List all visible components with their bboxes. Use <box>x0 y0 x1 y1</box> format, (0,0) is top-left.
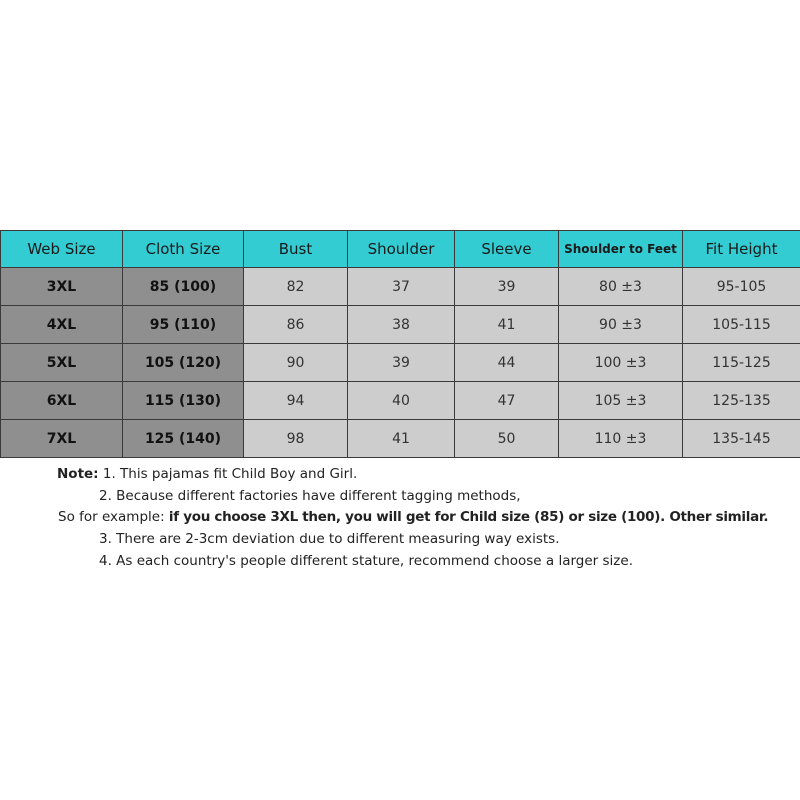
table-row <box>1 344 800 382</box>
sleeve-cell: 39 <box>455 268 559 306</box>
shoulder-cell: 38 <box>348 306 455 344</box>
bust-cell: 90 <box>244 344 348 382</box>
web-size-cell: 6XL <box>1 382 123 420</box>
header-bust: Bust <box>244 231 348 268</box>
bust-cell: 98 <box>244 420 348 458</box>
sleeve-cell: 44 <box>455 344 559 382</box>
note-line-2: 2. Because different factories have different tagging methods, <box>99 488 521 504</box>
web-size-cell: 4XL <box>1 306 123 344</box>
cloth-size-cell: 115 (130) <box>123 382 244 420</box>
table-header-row <box>1 231 800 268</box>
fit-height-cell: 115-125 <box>683 344 800 382</box>
header-web-size: Web Size <box>1 231 123 268</box>
fit-height-cell: 125-135 <box>683 382 800 420</box>
note-line-1 <box>57 463 357 485</box>
shoulder-cell: 37 <box>348 268 455 306</box>
header-sleeve: Sleeve <box>455 231 559 268</box>
table-row <box>1 268 800 306</box>
fit-height-cell: 95-105 <box>683 268 800 306</box>
note-line-example <box>58 506 768 528</box>
web-size-cell: 7XL <box>1 420 123 458</box>
cloth-size-cell: 125 (140) <box>123 420 244 458</box>
table-row <box>1 382 800 420</box>
fit-height-cell: 135-145 <box>683 420 800 458</box>
note-label: Note: <box>57 466 99 482</box>
shoulder-to-feet-cell: 110 ±3 <box>559 420 683 458</box>
table-row <box>1 306 800 344</box>
header-shoulder-to-feet: Shoulder to Feet <box>559 231 683 268</box>
shoulder-to-feet-cell: 80 ±3 <box>559 268 683 306</box>
bust-cell: 82 <box>244 268 348 306</box>
note-text-1: 1. This pajamas fit Child Boy and Girl. <box>98 466 358 482</box>
sleeve-cell: 50 <box>455 420 559 458</box>
web-size-cell: 5XL <box>1 344 123 382</box>
web-size-cell: 3XL <box>1 268 123 306</box>
notes-section <box>0 461 800 581</box>
header-fit-height: Fit Height <box>683 231 800 268</box>
note-line-4: 4. As each country's people different stature, recommend choose a larger size. <box>99 553 633 569</box>
table-row <box>1 420 800 458</box>
note-line-3: 3. There are 2-3cm deviation due to different measuring way exists. <box>99 531 560 547</box>
shoulder-to-feet-cell: 100 ±3 <box>559 344 683 382</box>
size-table <box>0 230 800 458</box>
shoulder-to-feet-cell: 90 ±3 <box>559 306 683 344</box>
bust-cell: 86 <box>244 306 348 344</box>
header-cloth-size: Cloth Size <box>123 231 244 268</box>
cloth-size-cell: 95 (110) <box>123 306 244 344</box>
sleeve-cell: 41 <box>455 306 559 344</box>
bust-cell: 94 <box>244 382 348 420</box>
cloth-size-cell: 105 (120) <box>123 344 244 382</box>
note-example-prefix: So for example: <box>58 509 169 525</box>
shoulder-cell: 41 <box>348 420 455 458</box>
sleeve-cell: 47 <box>455 382 559 420</box>
fit-height-cell: 105-115 <box>683 306 800 344</box>
note-example-bold: if you choose 3XL then, you will get for Child size (85) or size (100). Other similar. <box>168 509 769 525</box>
shoulder-cell: 40 <box>348 382 455 420</box>
shoulder-cell: 39 <box>348 344 455 382</box>
shoulder-to-feet-cell: 105 ±3 <box>559 382 683 420</box>
cloth-size-cell: 85 (100) <box>123 268 244 306</box>
header-shoulder: Shoulder <box>348 231 455 268</box>
